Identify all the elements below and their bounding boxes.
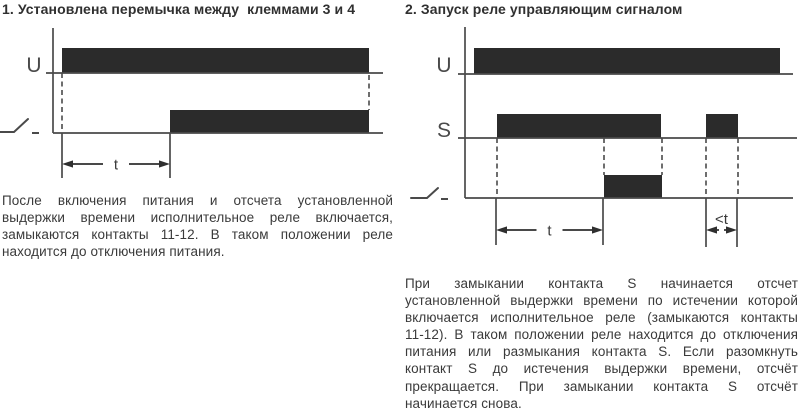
text-line: питания или размыкания контакта S. Если разомкнуть — [405, 344, 798, 360]
relay-contact-icon — [0, 119, 39, 133]
text-line: контакт S до истечения выдержки времени, отсчёт — [405, 361, 798, 377]
text-line: После включения питания и отсчета установленной — [2, 193, 393, 208]
text-line: начинается снова. — [405, 395, 522, 411]
signal-label: S — [436, 119, 452, 142]
timing-diagram-signal-mode — [395, 0, 800, 260]
text-line: включается исполнительное реле (замыкаются контакты — [405, 310, 798, 326]
text-line: прекращается. При замыкании контакта S отсчёт — [405, 378, 798, 394]
text-line: выдержки времени исполнительное реле включается, — [2, 210, 393, 226]
section-1-title: 1. Установлена перемычка между клеммами 3 и 4 — [2, 1, 356, 17]
s-pulse-bar — [706, 114, 738, 138]
text-line: находится до отключения питания. — [2, 244, 225, 260]
s-signal-bar — [497, 114, 661, 138]
u-signal-bar — [62, 48, 369, 73]
text-line: установленной выдержки времени по истечении которой — [405, 293, 798, 309]
u-signal-bar — [474, 48, 780, 74]
relay-contact-icon — [411, 188, 448, 199]
delay-dimension — [62, 157, 170, 174]
delay-dimension — [496, 223, 603, 240]
relay-bar — [604, 175, 662, 198]
text-line: 11-12). В таком положении реле находится до отключения — [405, 327, 798, 343]
section-2-title: 2. Запуск реле управляющим сигналом — [405, 1, 683, 17]
section-2-description — [405, 275, 798, 412]
svg-text:t: t — [547, 222, 552, 240]
section-1-description — [2, 192, 393, 260]
relay-bar — [170, 110, 369, 133]
text-line: При замыкании контакта S начинается отсчет — [405, 276, 798, 291]
text-line: замыкаются контакты 11-12. В таком положении реле — [2, 227, 393, 243]
svg-text:t: t — [113, 156, 119, 174]
voltage-label: U — [26, 54, 42, 77]
svg-text:<t: <t — [715, 211, 728, 228]
short-delay-dimension — [706, 211, 737, 234]
timing-diagram-jumper-mode — [0, 0, 400, 185]
voltage-label: U — [436, 54, 452, 77]
